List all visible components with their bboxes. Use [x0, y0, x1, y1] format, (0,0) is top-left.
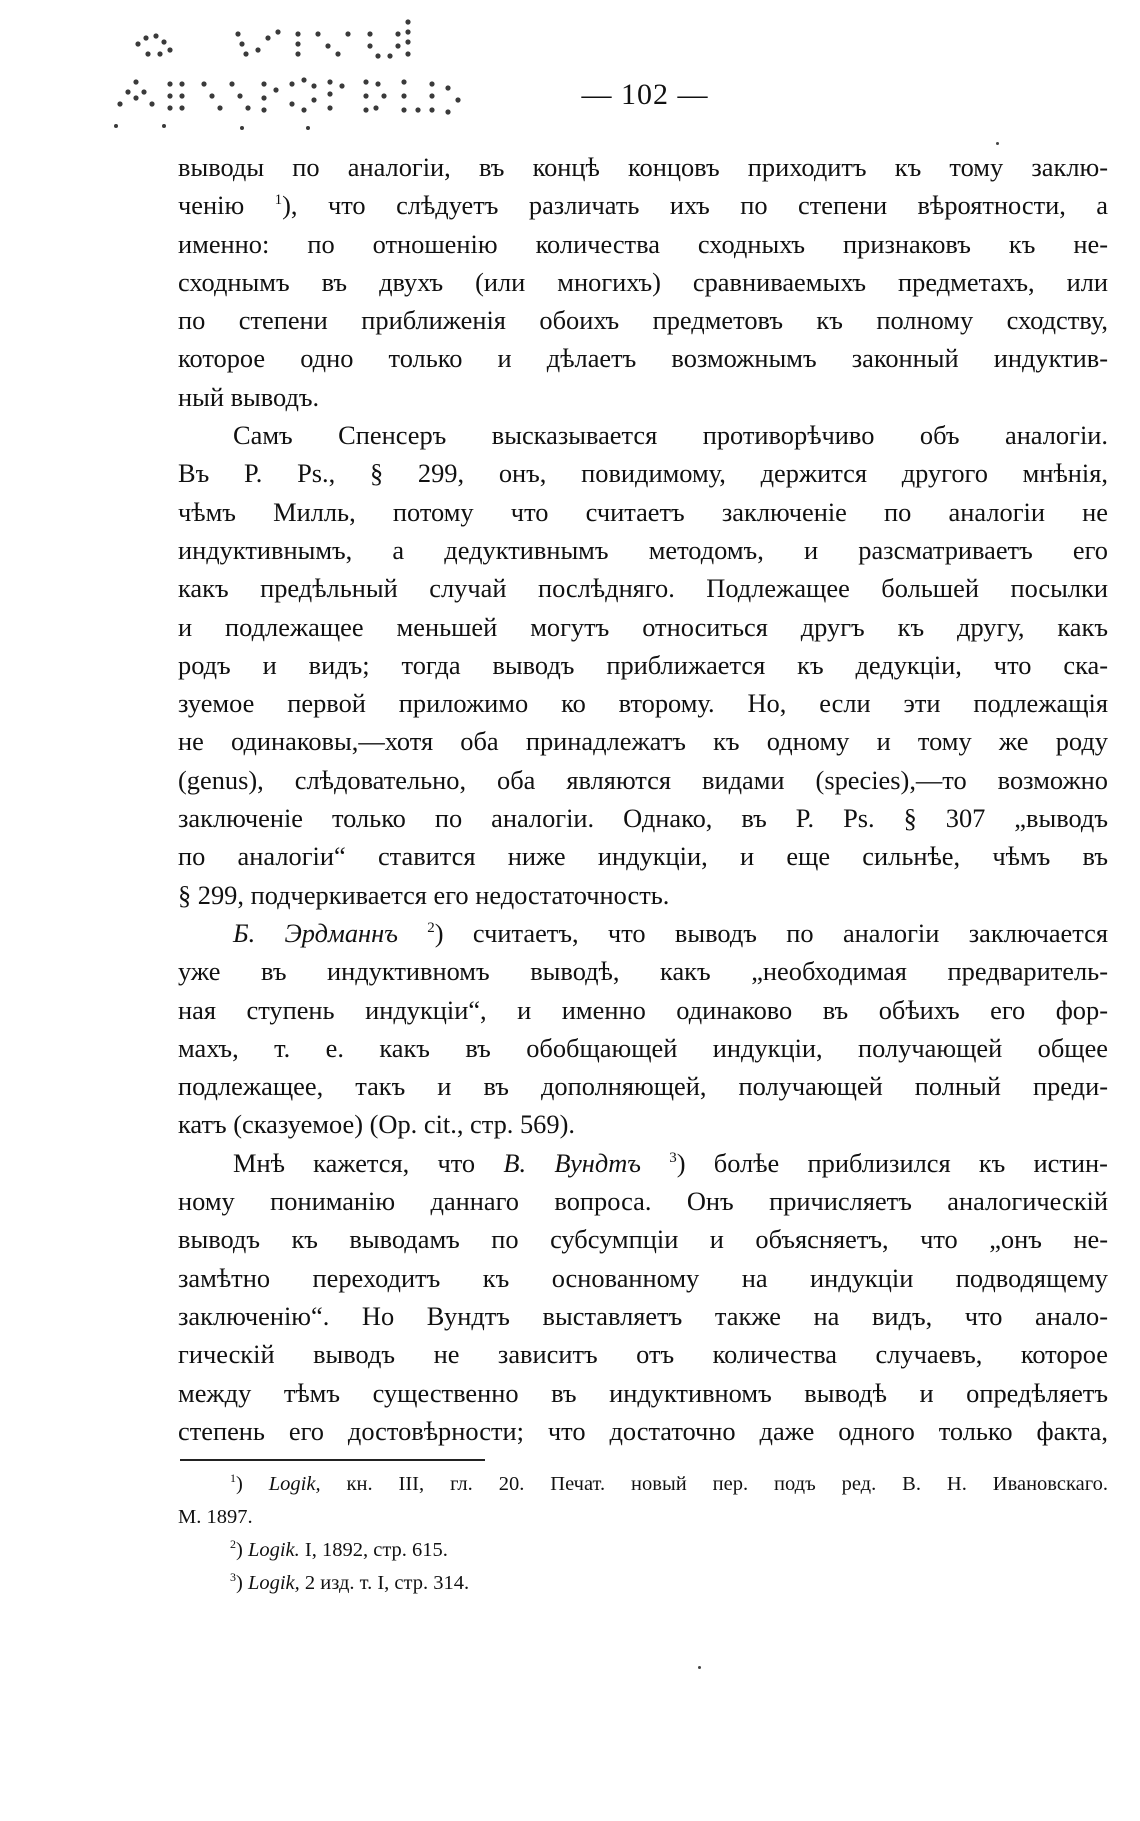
scan-speck [698, 1666, 701, 1669]
author-name: Б. Эрдманнъ [233, 917, 398, 948]
footnote: $^3$) Logik, 2 изд. т. I, стр. 314. [230, 1570, 470, 1594]
text-line: ный выводъ. [178, 381, 320, 412]
text-line: выводъ къ выводамъ по субсумпціи и объясняетъ, что „онъ не- [178, 1224, 1108, 1255]
footnote: $^1$) Logik, кн. III, гл. 20. Печат. новый пер. подъ ред. В. Н. Ивановскаго. [230, 1471, 1108, 1495]
text-line: махъ, т. е. какъ въ обобщающей индукціи, получающей общее [178, 1032, 1108, 1063]
page-number: — 102 — [581, 78, 709, 111]
text-line: по аналогіи“ ставится ниже индукціи, и еще сильнѣе, чѣмъ въ [178, 841, 1108, 872]
text-line: Въ P. Ps., § 299, онъ, повидимому, держится другого мнѣнія, [178, 458, 1108, 489]
scan-speck [996, 142, 999, 145]
footnote-ref[interactable]: 3 [669, 1149, 677, 1166]
footnote-title: Logik, [247, 1572, 300, 1594]
text-line: степень его достовѣрности; что достаточно даже одного только факта, [178, 1415, 1108, 1446]
text-line: какъ предѣльный случай послѣдняго. Подлежащее большей посылки [178, 573, 1108, 604]
footnote-mark: 3 [230, 1570, 236, 1584]
text-line: ная ступень индукціи“, и именно одинаково въ обѣихъ его фор- [178, 994, 1108, 1025]
footnote-title: Logik. [247, 1539, 300, 1561]
text-line: подлежащее, такъ и въ дополняющей, получающей полный преди- [178, 1071, 1108, 1102]
text-line: замѣтно переходитъ къ основанному на индукціи подводящему [178, 1262, 1108, 1293]
text-line: зуемое первой приложимо ко второму. Но, если эти подлежащія [178, 688, 1108, 719]
text-line: и подлежащее меньшей могутъ относиться другъ къ другу, какъ [178, 611, 1108, 642]
library-stamp [108, 14, 468, 132]
footnote-ref[interactable]: 2 [427, 919, 435, 936]
text-line: не одинаковы,—хотя оба принадлежатъ къ одному и тому же роду [178, 726, 1108, 757]
text-line: § 299, подчеркивается его недостаточность. [178, 879, 670, 910]
text-line: именно: по отношенію количества сходныхъ признаковъ къ не- [178, 228, 1108, 259]
text-line: Б. Эрдманнъ $^2$) считаетъ, что выводъ по аналогіи заключается [233, 917, 1108, 948]
footnote-title: Logik, [268, 1473, 321, 1495]
footnote-separator [180, 1459, 485, 1461]
text-line: заключеніе только по аналогіи. Однако, въ P. Ps. § 307 „выводъ [178, 803, 1108, 834]
footnote-mark: 2 [230, 1537, 236, 1551]
text-line: между тѣмъ существенно въ индуктивномъ выводѣ и опредѣляетъ [178, 1377, 1108, 1408]
body-text [178, 148, 1108, 1450]
text-line: Мнѣ кажется, что В. Вундтъ $^3$) болѣе приблизился къ истин- [233, 1147, 1108, 1178]
text-line: Самъ Спенсеръ высказывается противорѣчиво объ аналогіи. [233, 420, 1108, 451]
text-line: ному пониманію даннаго вопроса. Онъ причисляетъ аналогическій [178, 1186, 1108, 1217]
text-line: сходнымъ въ двухъ (или многихъ) сравниваемыхъ предметахъ, или [178, 266, 1108, 297]
author-name: В. Вундтъ [503, 1147, 641, 1178]
text-line: чѣмъ Милль, потому что считаетъ заключеніе по аналогіи не [178, 496, 1108, 527]
text-line: уже въ индуктивномъ выводѣ, какъ „необходимая предваритель- [178, 956, 1108, 987]
text-line: которое одно только и дѣлаетъ возможнымъ законный индуктив- [178, 343, 1108, 374]
text-line: (genus), слѣдовательно, оба являются видами (species),—то возможно [178, 764, 1108, 795]
text-line: гическій выводъ не зависитъ отъ количества случаевъ, которое [178, 1339, 1108, 1370]
footnote-mark: 1 [230, 1471, 236, 1485]
text-line: индуктивнымъ, а дедуктивнымъ методомъ, и разсматриваетъ его [178, 534, 1108, 565]
text-line: катъ (сказуемое) (Op. cit., стр. 569). [178, 1109, 575, 1140]
text-line: заключенію“. Но Вундтъ выставляетъ также на видъ, что анало- [178, 1300, 1108, 1331]
footnotes [178, 1468, 1108, 1600]
text-line: родъ и видъ; тогда выводъ приближается къ дедукціи, что ска- [178, 649, 1108, 680]
text-line: ченію $^1$), что слѣдуетъ различать ихъ по степени вѣроятности, а [178, 190, 1108, 221]
footnote: $^2$) Logik. I, 1892, стр. 615. [230, 1537, 448, 1561]
footnote-continuation: М. 1897. [178, 1506, 253, 1528]
footnote-ref[interactable]: 1 [274, 192, 283, 209]
text-line: выводы по аналогіи, въ концѣ концовъ приходитъ къ тому заклю- [178, 152, 1108, 182]
text-line: по степени приближенія обоихъ предметовъ къ полному сходству, [178, 305, 1108, 336]
